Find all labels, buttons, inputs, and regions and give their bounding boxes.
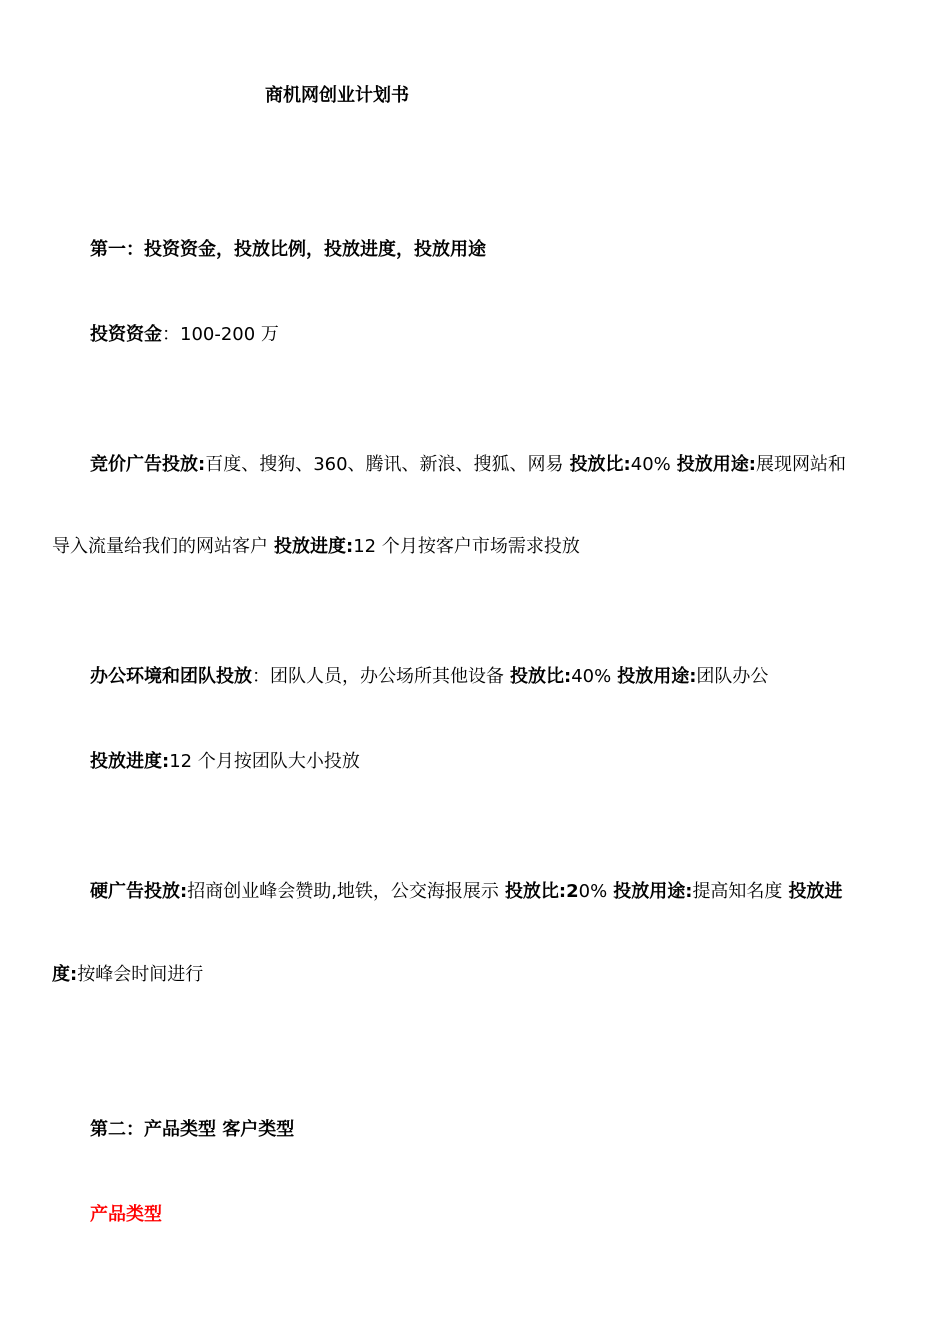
bidding-line-2 xyxy=(52,535,580,559)
office-progress-label: 投放进度: xyxy=(90,751,170,772)
hard-ad-items: 招商创业峰会赞助,地铁，公交海报展示 xyxy=(187,881,499,902)
bidding-use-value-2: 导入流量给我们的网站客户 xyxy=(52,536,268,557)
hard-ad-progress-label-1: 投放进 xyxy=(788,881,843,902)
bidding-label: 竞价广告投放: xyxy=(90,454,206,475)
office-ratio-label: 投放比: xyxy=(510,666,572,687)
bidding-ratio-value: 40% xyxy=(630,454,671,475)
bidding-ratio-label: 投放比: xyxy=(569,454,631,475)
section2-subheading: 产品类型 xyxy=(90,1204,162,1225)
bidding-progress-value: 12 个月按客户市场需求投放 xyxy=(353,536,580,557)
bidding-use-value-1: 展现网站和 xyxy=(755,454,846,475)
office-line-1 xyxy=(90,665,768,689)
office-progress-value: 12 个月按团队大小投放 xyxy=(169,751,360,772)
office-ratio-value: 40% xyxy=(571,666,612,687)
office-use-label: 投放用途: xyxy=(617,666,697,687)
hard-ad-progress-value: 按峰会时间进行 xyxy=(77,964,204,985)
hard-ad-ratio-label: 投放比: xyxy=(504,881,567,902)
hard-ad-use-label: 投放用途: xyxy=(613,881,693,902)
hard-ad-line-2 xyxy=(52,963,203,987)
bidding-progress-label: 投放进度: xyxy=(274,536,354,557)
investment-colon: ： xyxy=(162,324,180,345)
hard-ad-ratio-value-bold: 2 xyxy=(566,881,579,902)
office-line-2 xyxy=(90,750,360,774)
office-colon: ： xyxy=(252,666,270,687)
hard-ad-ratio-value-rest: 0% xyxy=(578,881,608,902)
investment-label: 投资资金 xyxy=(90,324,162,345)
office-use-value: 团队办公 xyxy=(696,666,769,687)
hard-ad-label: 硬广告投放: xyxy=(90,881,188,902)
bidding-channels: 百度、搜狗、360、腾讯、新浪、搜狐、网易 xyxy=(205,454,564,475)
bidding-line-1 xyxy=(90,453,846,477)
investment-line xyxy=(90,323,279,347)
office-label: 办公环境和团队投放 xyxy=(90,666,252,687)
office-items: 团队人员，办公场所其他设备 xyxy=(270,666,504,687)
hard-ad-use-value: 提高知名度 xyxy=(692,881,783,902)
section1-heading: 第一：投资资金，投放比例，投放进度，投放用途 xyxy=(90,239,486,260)
bidding-use-label: 投放用途: xyxy=(676,454,756,475)
section2-heading: 第二：产品类型 客户类型 xyxy=(90,1119,295,1140)
hard-ad-line-1 xyxy=(90,880,842,904)
investment-value: 100-200 万 xyxy=(180,324,279,345)
document-title: 商机网创业计划书 xyxy=(265,85,409,106)
hard-ad-progress-label-2: 度: xyxy=(52,964,78,985)
